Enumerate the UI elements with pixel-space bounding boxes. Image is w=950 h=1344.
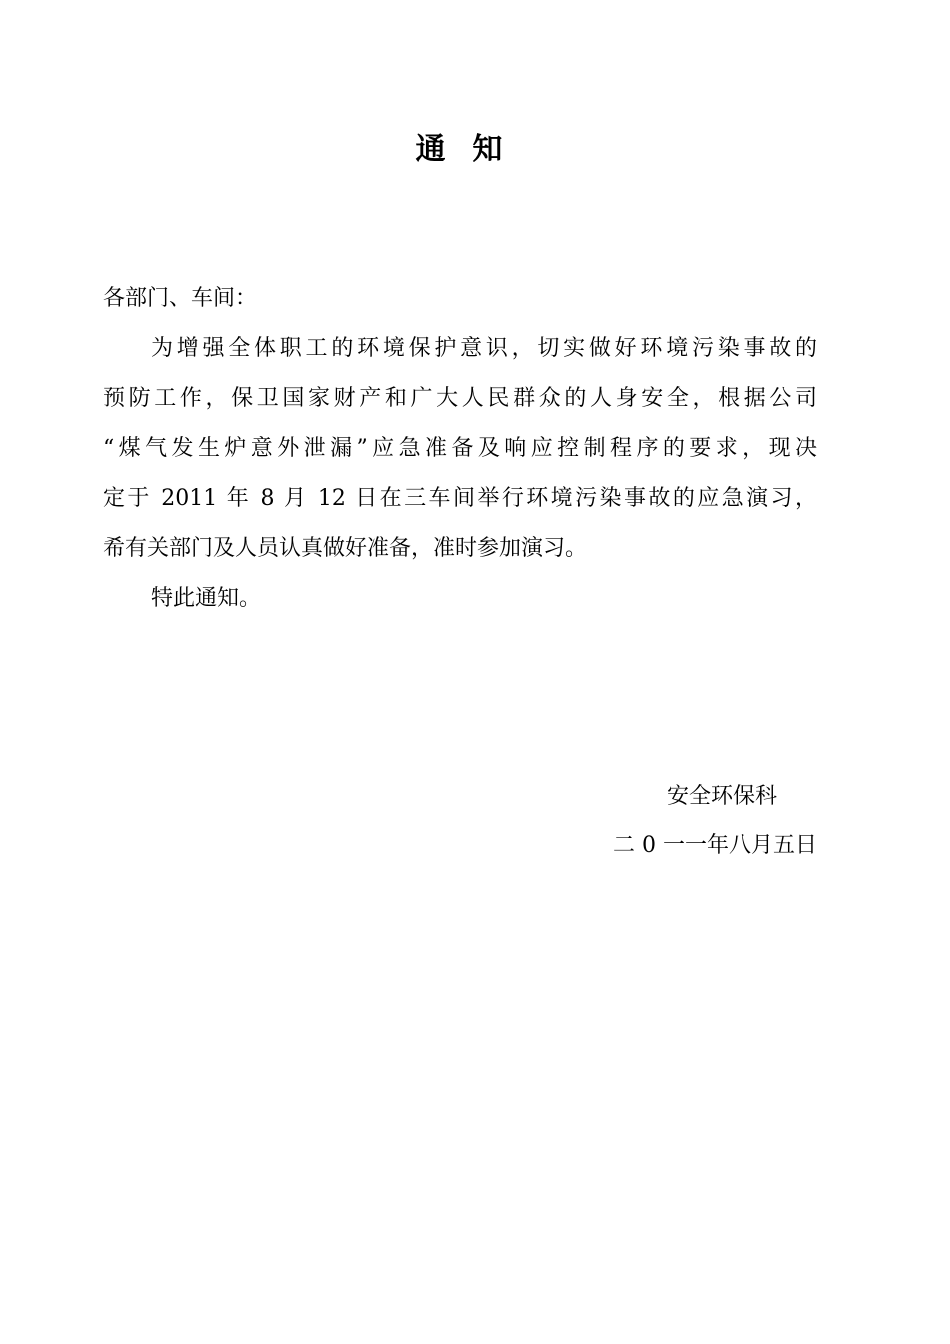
document-title: 通 知 (415, 132, 505, 167)
signature-date: 二 0 一一年八月五日 (613, 833, 817, 858)
body-line-1: 为增强全体职工的环境保护意识，切实做好环境污染事故的 (151, 336, 817, 361)
closing-text: 特此通知。 (151, 586, 262, 611)
body-line-4: 定于 2011 年 8 月 12 日在三车间举行环境污染事故的应急演习， (103, 486, 817, 511)
salutation: 各部门、车间： (103, 286, 258, 311)
signature-organization: 安全环保科 (666, 784, 777, 809)
body-line-2: 预防工作，保卫国家财产和广大人民群众的人身安全，根据公司 (103, 386, 817, 411)
body-line-3: “煤气发生炉意外泄漏”应急准备及响应控制程序的要求，现决 (103, 436, 817, 461)
body-line-5: 希有关部门及人员认真做好准备，准时参加演习。 (103, 536, 588, 561)
